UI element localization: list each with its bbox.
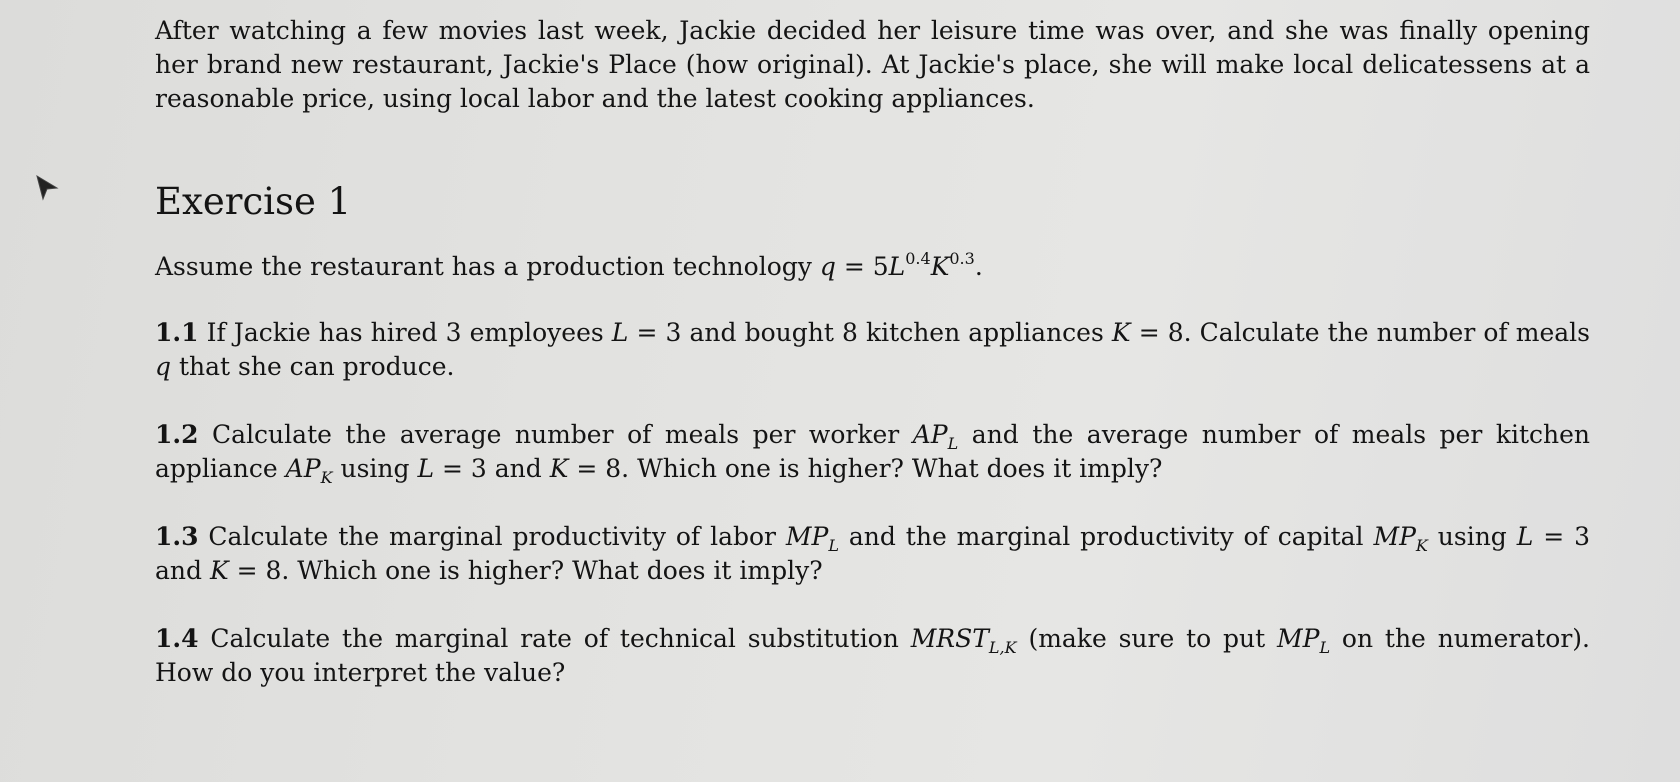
math-L: L [417, 454, 435, 483]
math-MP: MP [1373, 522, 1416, 551]
exponent-K: 0.3 [949, 249, 975, 268]
math-K: K [209, 556, 229, 585]
question-1-1 [155, 316, 1590, 384]
document-content [155, 14, 1590, 724]
intro-paragraph: After watching a few movies last week, Jackie decided her leisure time was over, and she was finally opening her brand new restaurant, Jackie's Place (how original). At Jackie's place, she will make local delicatessens at a reasonable price, using local labor and the latest cooking appliances. [155, 16, 1590, 113]
question-text: If Jackie has hired 3 employees [206, 318, 604, 347]
math-K: K [1111, 318, 1131, 347]
math-q: q [819, 252, 836, 281]
question-text: using [1437, 522, 1507, 551]
question-1-3 [155, 520, 1590, 588]
question-text: and the marginal productivity of capital [848, 522, 1364, 551]
subscript-LK: L,K [988, 638, 1017, 657]
question-text: = 8. Calculate the number of meals [1138, 318, 1591, 347]
assumption-paragraph [155, 250, 1590, 284]
math-AP: AP [285, 454, 321, 483]
subscript-L: L [828, 536, 839, 555]
subscript-K: K [320, 468, 333, 487]
math-MRST: MRST [910, 624, 989, 653]
mouse-cursor-icon [34, 174, 60, 202]
math-q: q [155, 352, 172, 381]
assumption-period: . [974, 252, 983, 281]
assumption-text: Assume the restaurant has a production technology [155, 252, 812, 281]
question-text: using [340, 454, 410, 483]
math-K: K [930, 252, 950, 281]
question-1-4 [155, 622, 1590, 690]
question-number: 1.3 [155, 522, 199, 551]
subscript-L: L [1319, 638, 1331, 657]
question-text: = 3 and [442, 454, 542, 483]
subscript-L: L [947, 434, 959, 453]
question-text: on the numerator). How do you interpret the value? [155, 624, 1590, 687]
math-MP: MP [1277, 624, 1320, 653]
math-K: K [549, 454, 569, 483]
question-text: and the average number of meals per kitchen appliance [155, 420, 1591, 483]
question-text: Calculate the marginal productivity of labor [208, 522, 776, 551]
question-number: 1.4 [155, 624, 199, 653]
math-L: L [1516, 522, 1534, 551]
subscript-K: K [1415, 536, 1428, 555]
math-AP: AP [912, 420, 948, 449]
question-text: Calculate the marginal rate of technical substitution [210, 624, 899, 653]
question-text: = 8. Which one is higher? What does it imply? [576, 454, 1163, 483]
question-text: = 3 and [155, 522, 1591, 585]
math-L: L [888, 252, 906, 281]
math-MP: MP [785, 522, 829, 551]
math-equals-five: = 5 [843, 252, 889, 281]
question-number: 1.1 [155, 318, 199, 347]
question-text: that she can produce. [178, 352, 455, 381]
exponent-L: 0.4 [905, 249, 931, 268]
question-text: (make sure to put [1028, 624, 1266, 653]
question-text: = 3 and bought 8 kitchen appliances [636, 318, 1104, 347]
question-1-2 [155, 418, 1590, 486]
question-text: = 8. Which one is higher? What does it imply? [236, 556, 823, 585]
question-text: Calculate the average number of meals per worker [212, 420, 900, 449]
exercise-title: Exercise 1 [155, 180, 352, 223]
question-number: 1.2 [155, 420, 199, 449]
math-L: L [611, 318, 629, 347]
